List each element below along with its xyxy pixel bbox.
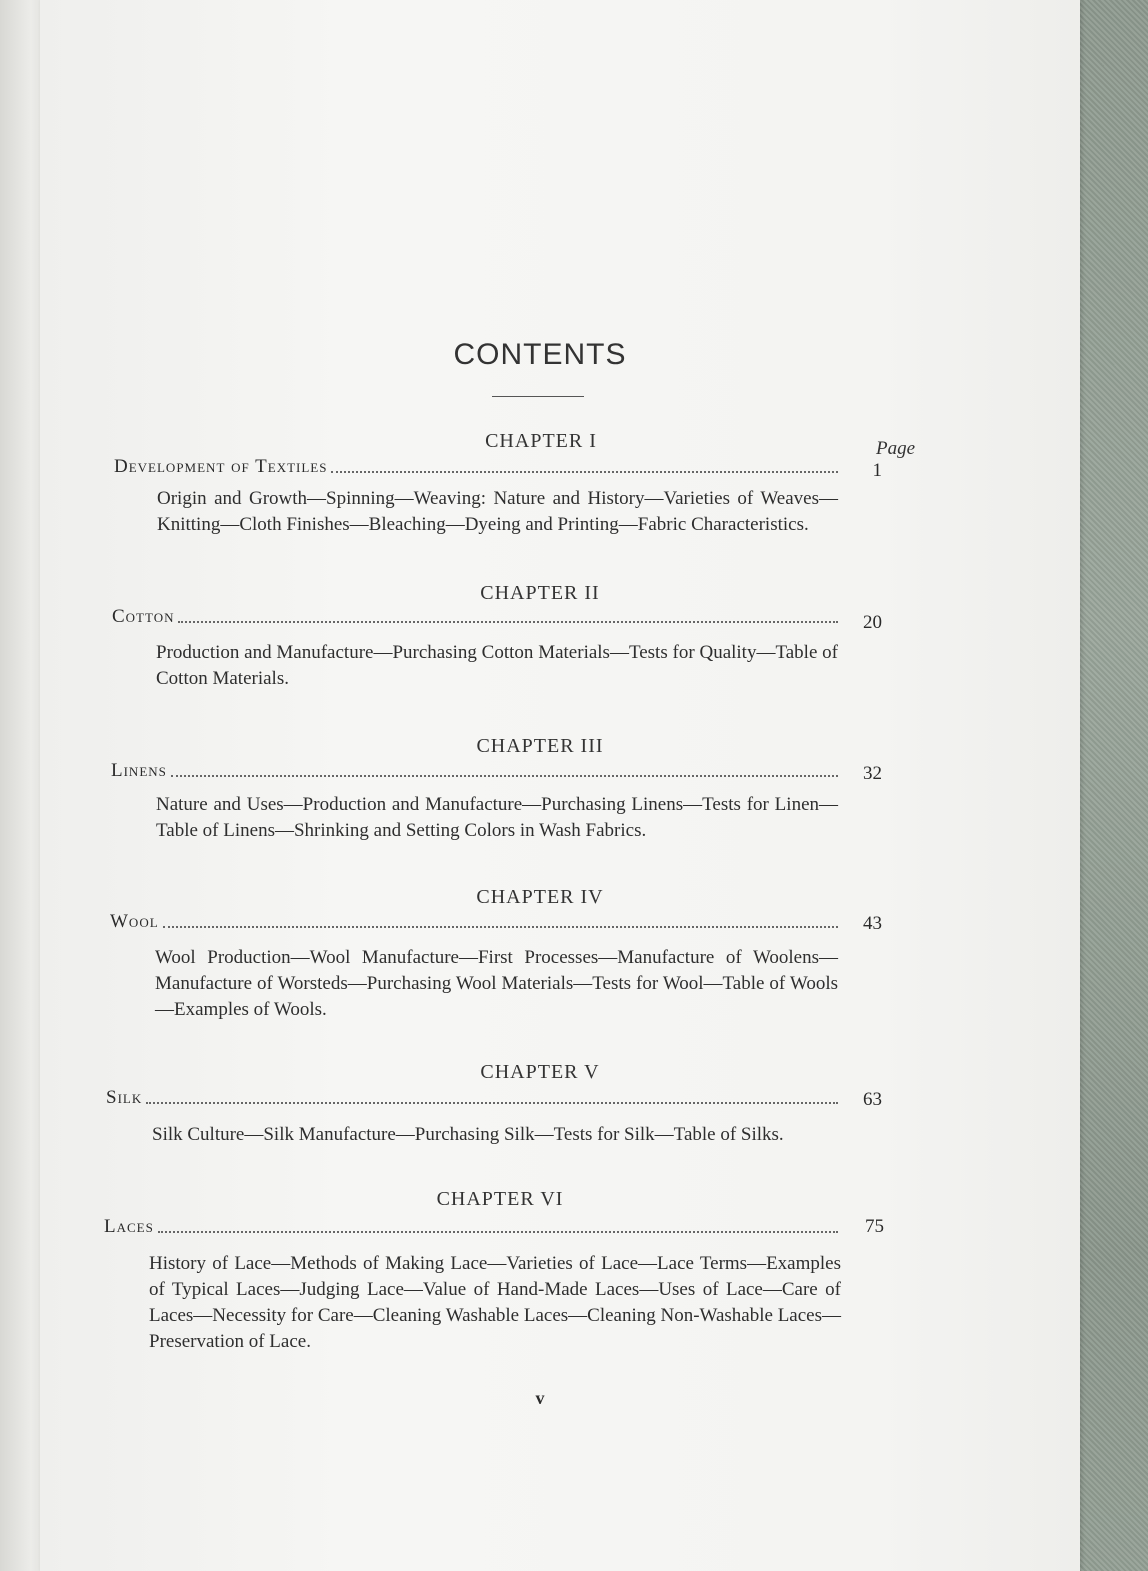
- entry-title: Laces: [104, 1216, 154, 1237]
- dot-leader: [146, 1101, 838, 1104]
- toc-entry[interactable]: [114, 452, 838, 478]
- dot-leader: [178, 620, 838, 623]
- page-title: CONTENTS: [453, 338, 627, 371]
- entry-title: Cotton: [112, 606, 175, 627]
- dot-leader: [158, 1230, 838, 1233]
- entry-description: Wool Production—Wool Manufacture—First Processes—Manufacture of Woolens—Manufacture of Worsteds—Purchasing Wool Materials—Tests for Wool—Table of Wools—Examples of Wools.: [155, 947, 838, 1020]
- chapter-heading: CHAPTER VI: [436, 1188, 564, 1210]
- dot-leader: [163, 925, 838, 928]
- chapter-heading: CHAPTER III: [476, 735, 604, 757]
- title-rule: [492, 396, 584, 397]
- chapter-heading: CHAPTER IV: [476, 886, 604, 908]
- chapter-heading: CHAPTER V: [480, 1061, 600, 1083]
- entry-description: Production and Manufacture—Purchasing Cotton Materials—Tests for Quality—Table of Cotton Materials.: [156, 642, 838, 689]
- entry-title: Linens: [111, 760, 167, 781]
- entry-description: Nature and Uses—Production and Manufacture—Purchasing Linens—Tests for Linen—Table of Linens—Shrinking and Setting Colors in Wash Fabrics.: [156, 794, 838, 841]
- entry-page-number: 1: [872, 460, 882, 481]
- entry-page-number: 32: [863, 763, 882, 784]
- entry-description: History of Lace—Methods of Making Lace—Varieties of Lace—Lace Terms—Examples of Typical Laces—Judging Lace—Value of Hand-Made Laces—Uses of Lace—Care of Laces—Necessity for Care—Cleaning Washable Laces—Cleaning Non-Washable Laces—Preservation of Lace.: [149, 1253, 841, 1352]
- toc-entry[interactable]: [104, 1212, 838, 1238]
- dot-leader: [331, 470, 838, 473]
- entry-description: Origin and Growth—Spinning—Weaving: Nature and History—Varieties of Weaves—Knitting—Cloth Finishes—Bleaching—Dyeing and Printing—Fabric Characteristics.: [157, 488, 838, 535]
- entry-page-number: 20: [863, 612, 882, 633]
- entry-page-number: 63: [863, 1089, 882, 1110]
- toc-entry[interactable]: [111, 756, 838, 782]
- entry-title: Wool: [110, 911, 159, 932]
- entry-title: Silk: [106, 1087, 143, 1108]
- toc-entry[interactable]: [110, 907, 838, 933]
- toc-entry[interactable]: [106, 1083, 838, 1109]
- adjacent-page-edge: [0, 0, 44, 1571]
- dot-leader: [171, 774, 838, 777]
- entry-page-number: 43: [863, 913, 882, 934]
- page-folio: v: [535, 1388, 545, 1408]
- entry-title: Development of Textiles: [114, 456, 328, 477]
- toc-entry[interactable]: [112, 602, 838, 628]
- entry-description: Silk Culture—Silk Manufacture—Purchasing Silk—Tests for Silk—Table of Silks.: [152, 1124, 784, 1145]
- entry-page-number: 75: [865, 1216, 884, 1237]
- background-fabric: [1076, 0, 1148, 1571]
- chapter-heading: CHAPTER II: [480, 582, 600, 604]
- book-page: [40, 0, 1080, 1571]
- page-column-label: Page: [876, 438, 916, 459]
- chapter-heading: CHAPTER I: [485, 430, 597, 452]
